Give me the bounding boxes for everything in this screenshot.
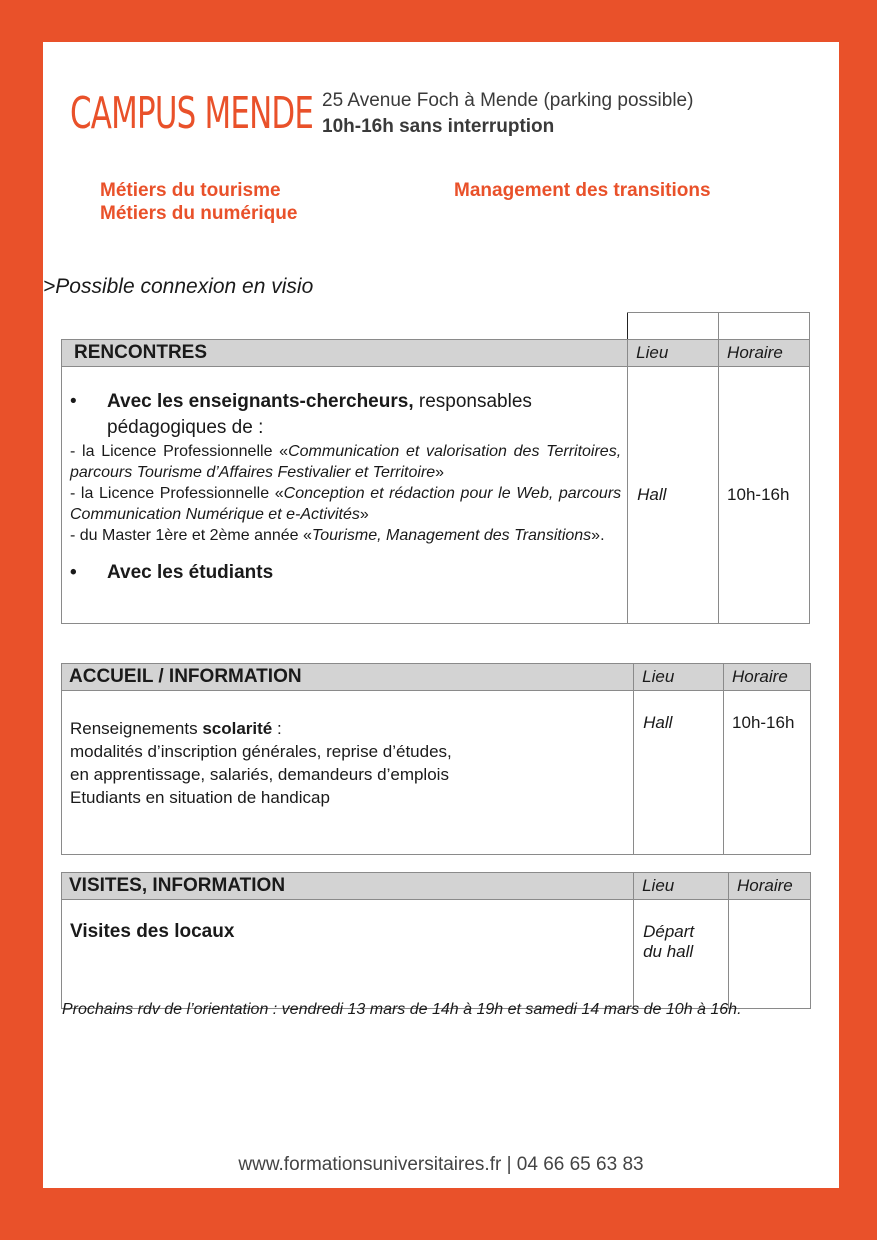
rencontres-content — [62, 367, 628, 624]
table-row — [62, 691, 811, 855]
table-row — [62, 900, 811, 1009]
col-horaire: Horaire — [729, 873, 811, 900]
lieu-value: Hall — [634, 691, 724, 855]
col-horaire: Horaire — [719, 340, 810, 367]
table-header — [62, 340, 810, 367]
table-header — [62, 664, 811, 691]
col-horaire: Horaire — [724, 664, 811, 691]
campus-address-block — [322, 88, 693, 140]
bullet-icon: • — [70, 562, 77, 583]
fields-right — [454, 179, 711, 202]
table-header — [62, 873, 811, 900]
table-row — [62, 367, 810, 624]
bullet-students: • Avec les étudiants — [70, 560, 621, 586]
rencontres-table — [61, 312, 810, 624]
table-title: VISITES, INFORMATION — [62, 873, 634, 900]
program-line: - la Licence Professionnelle «Communication et valorisation des Territoires, parcours Tourisme d’Affaires Festivalier et Territoire» — [70, 443, 622, 481]
opening-hours: 10h-16h sans interruption — [322, 116, 555, 137]
table-title: RENCONTRES — [62, 340, 628, 367]
campus-title: CAMPUS MENDE — [70, 88, 314, 139]
horaire-value — [729, 900, 811, 1009]
horaire-value: 10h-16h — [719, 367, 810, 624]
visites-table — [61, 872, 811, 1009]
next-dates-note: Prochains rdv de l’orientation : vendredi 13 mars de 14h à 19h et samedi 14 mars de 10h à 16h. — [62, 1001, 742, 1018]
col-lieu: Lieu — [634, 664, 724, 691]
col-lieu: Lieu — [634, 873, 729, 900]
program-line: - du Master 1ère et 2ème année «Tourisme, Management des Transitions». — [70, 527, 605, 544]
field-tourism: Métiers du tourisme — [100, 180, 281, 201]
lieu-value: Hall — [628, 367, 719, 624]
table-title: ACCUEIL / INFORMATION — [62, 664, 634, 691]
accueil-table — [61, 663, 811, 855]
lieu-value: Départ du hall — [634, 900, 729, 1009]
fields-left — [100, 179, 297, 225]
visites-item: Visites des locaux — [62, 900, 634, 1009]
visio-note: >Possible connexion en visio — [43, 275, 314, 298]
document-page — [43, 42, 839, 1188]
footer-contact: www.formationsuniversitaires.fr | 04 66 65 63 83 — [238, 1154, 644, 1175]
bullet-teachers: • Avec les enseignants-chercheurs, responsables pédagogiques de : — [70, 389, 621, 441]
program-line: - la Licence Professionnelle «Conception et rédaction pour le Web, parcours Communication Numérique et e-Activités» — [70, 485, 622, 523]
address: 25 Avenue Foch à Mende (parking possible) — [322, 90, 694, 111]
col-lieu: Lieu — [628, 340, 719, 367]
field-transitions: Management des transitions — [454, 180, 711, 201]
accueil-content: Renseignements scolarité : modalités d’inscription générales, reprise d’études, en apprentissage, salariés, demandeurs d’emplois Etudiants en situation de handicap — [62, 691, 634, 855]
bullet-icon: • — [70, 391, 77, 412]
horaire-value: 10h-16h — [724, 691, 811, 855]
field-digital: Métiers du numérique — [100, 203, 298, 224]
